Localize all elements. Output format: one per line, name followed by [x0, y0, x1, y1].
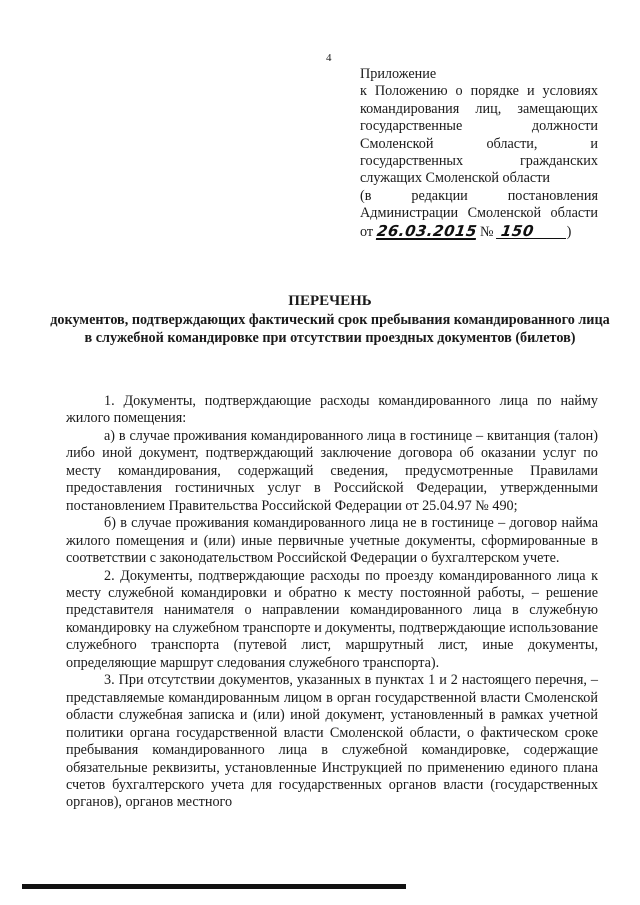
appendix-line: командирования лиц, замещающих [360, 100, 598, 117]
date-prefix: от [360, 223, 374, 240]
document-body [66, 393, 598, 812]
title-heading: ПЕРЕЧЕНЬ [288, 293, 372, 309]
appendix-line: государственные должности [360, 118, 598, 135]
title-subtitle: документов, подтверждающих фактический срок пребывания командированного лица в служебной командировке при отсутствии проездных документов (билетов) [50, 311, 610, 346]
handwritten-date: 26.03.2015 [375, 221, 479, 240]
appendix-line: (в редакции постановления [360, 187, 598, 204]
paragraph-1: 1. Документы, подтверждающие расходы командированного лица по найму жилого помещения: [66, 393, 598, 427]
appendix-header [360, 66, 598, 241]
appendix-line: служащих Смоленской области [360, 170, 550, 187]
appendix-date-line [360, 223, 598, 241]
appendix-line: к Положению о порядке и условиях [360, 83, 598, 100]
paragraph-2: 2. Документы, подтверждающие расходы по проезду командированного лица к месту служебной командировки и обратно к месту постоянной работы, – решение представителя нанимателя о направлении командированного лица в служебную командировку на служебном транспорте и документы, подтверждающие использование служебного транспорта (путевой лист, маршрутный лист, иные документы, определяющие маршрут следования служебного транспорта). [66, 567, 598, 671]
appendix-line: Смоленской области, и [360, 135, 598, 152]
closing-paren: ) [566, 223, 572, 240]
document-title [50, 292, 610, 348]
number-sign: № [480, 223, 494, 240]
paragraph-1b: б) в случае проживания командированного лица не в гостинице – договор найма жилого помещения и (или) иные первичные учетные документы, сформированные в соответствии с законодательством Российской Федерации о бухгалтерском учете. [66, 515, 598, 567]
appendix-line: государственных гражданских [360, 153, 598, 170]
paragraph-1a: а) в случае проживания командированного лица в гостинице – квитанция (талон) либо иной документ, подтверждающий заключение договора об оказании услуг по месту командирования, содержащий сведения, предусмотренные Правилами предоставления гостиничных услуг в Российской Федерации, утвержденными постановлением Правительства Российской Федерации от 25.04.97 № 490; [66, 427, 598, 514]
appendix-line: Администрации Смоленской области [360, 205, 598, 222]
page-number: 4 [326, 52, 332, 64]
scan-edge-rule [22, 884, 406, 889]
handwritten-number: 150 [496, 224, 568, 239]
appendix-line: Приложение [360, 66, 437, 82]
paragraph-3: 3. При отсутствии документов, указанных в пунктах 1 и 2 настоящего перечня, – представляемые командированным лицом в орган государственной власти Смоленской области служебная записка и (или) иной документ, установленный в рамках учетной политики органа государственной власти Смоленской области, о фактическом сроке пребывания командированного лица в служебной командировке, содержащие обязательные реквизиты, установленные Инструкцией по применению единого плана счетов бухгалтерского учета для государственных органов власти (государственных органов), органов местного [66, 672, 598, 811]
